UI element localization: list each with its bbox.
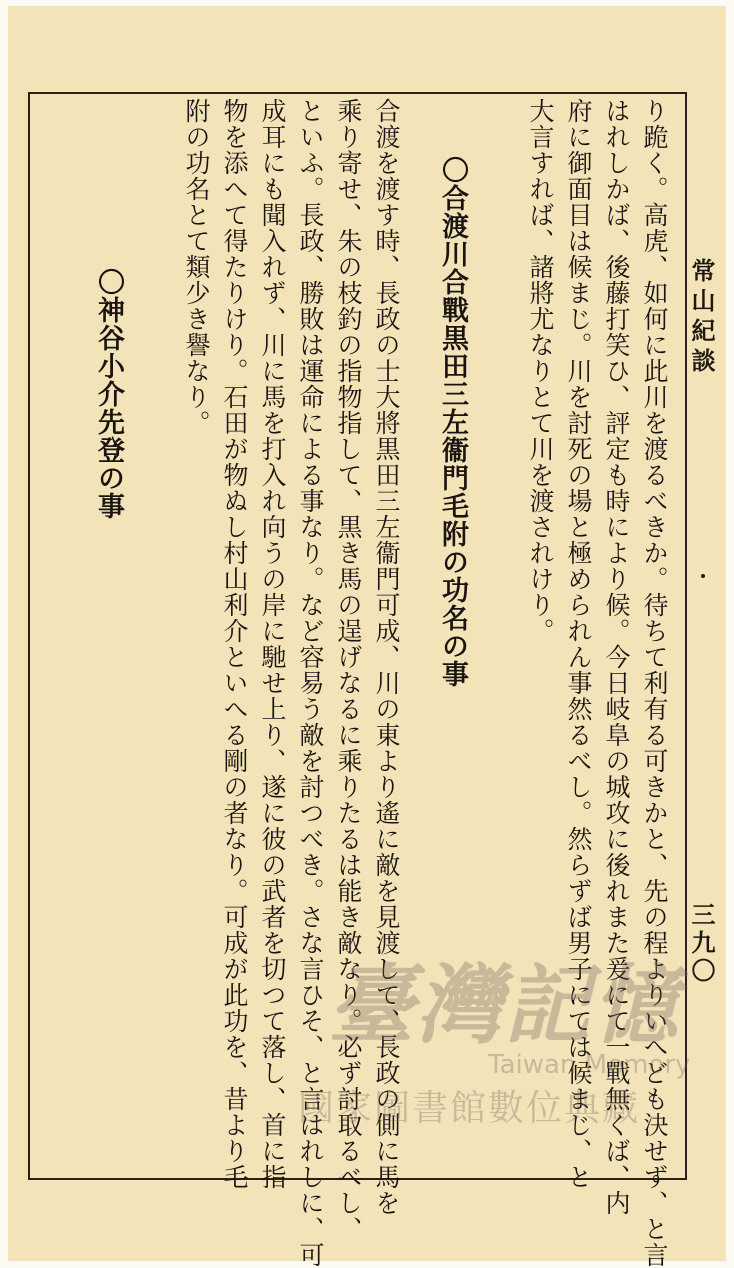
watermark-english: Taiwan Memory: [488, 1050, 691, 1080]
margin-dot: [701, 574, 705, 578]
text-column: 合渡を渡す時、長政の士大將黒田三左衞門可成、川の東より遙に敵を見渡して、長政の側に馬を: [372, 98, 401, 1216]
text-column: はれしかば、後藤打笑ひ、評定も時により候。今日岐阜の城攻に後れまた爰にて一戰無くば、内: [602, 98, 631, 1216]
watermark-script: 臺灣記憶: [328, 956, 680, 1056]
text-column: り跪く。高虎、如何に此川を渡るべきか。待ちて利有る可きかと、先の程よりいへども決せず、と言: [640, 98, 669, 1268]
text-column: 物を添へて得たりけり。石田が物ぬし村山利介といへる剛の者なり。可成が此功を、昔より毛: [220, 98, 249, 1190]
text-column: といふ。長政、勝敗は運命による事なり。など容易う敵を討つべき。さな言ひそ、と言はれしに、可: [296, 98, 325, 1268]
running-title: 常山紀談: [687, 258, 716, 378]
section-heading: 〇神谷小介先登の事: [93, 268, 124, 520]
watermark-chinese: 國家圖書館數位典藏: [298, 1088, 641, 1129]
text-column: 乘り寄せ、朱の枝釣の指物指して、黒き馬の逞げなるに乘りたるは能き敵なり。必ず討取るべし、: [334, 98, 363, 1242]
book-page: [8, 6, 726, 1268]
text-column: 附の功名とて類少き譽なり。: [182, 98, 211, 436]
text-column: 成耳にも聞入れず、川に馬を打入れ向うの岸に馳せ上り、遂に彼の武者を切つて落し、首に指: [258, 98, 287, 1190]
text-column: 府に御面目は候まじ。川を討死の場と極められん事然るべし。然らずば男子にては候まじ、と: [564, 98, 593, 1190]
section-heading: 〇合渡川合戰黒田三左衞門毛附の功名の事: [437, 156, 468, 688]
library-watermark: [298, 936, 691, 1131]
text-column: 大言すれば、諸將尤なりとて川を渡されけり。: [526, 98, 555, 644]
page-number: 三九〇: [687, 902, 716, 986]
